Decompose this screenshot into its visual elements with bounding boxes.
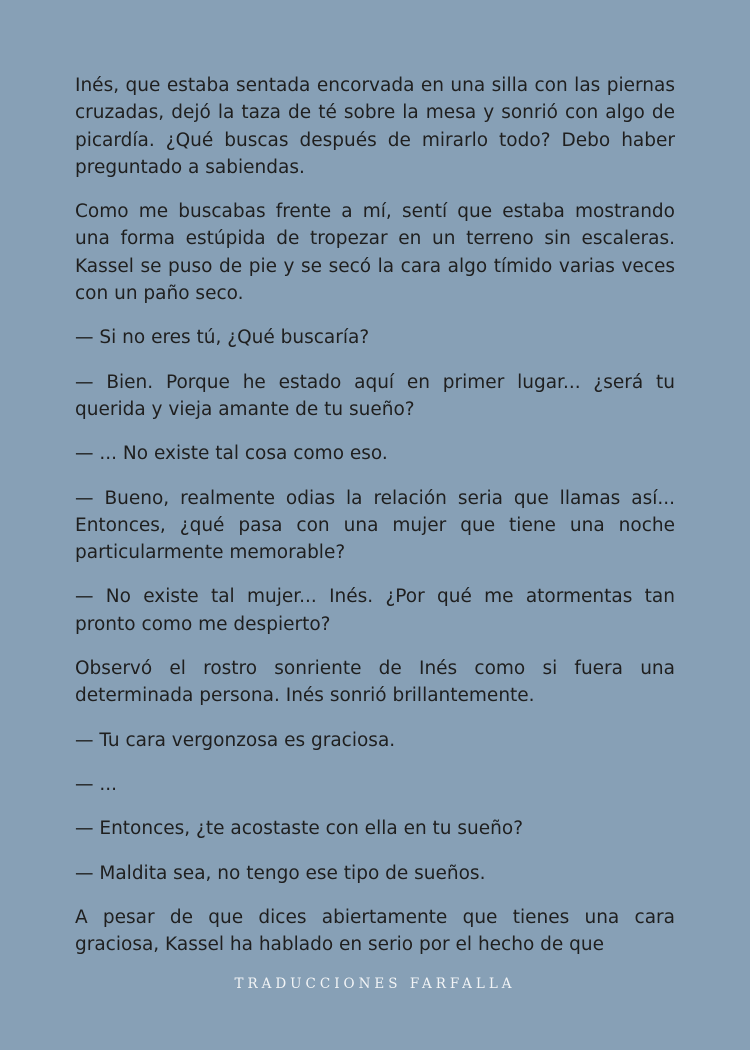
page-footer: TRADUCCIONES FARFALLA <box>234 976 516 992</box>
dialogue-line: — No existe tal mujer... Inés. ¿Por qué me atormentas tan pronto como me despierto? <box>75 586 675 635</box>
dialogue-line: — ... No existe tal cosa como eso. <box>75 443 388 465</box>
dialogue-line: — Bien. Porque he estado aquí en primer lugar... ¿será tu querida y vieja amante de tu sueño? <box>75 371 675 420</box>
paragraph: A pesar de que dices abiertamente que tienes una cara graciosa, Kassel ha hablado en serio por el hecho de que <box>75 906 675 956</box>
dialogue-line: — Bueno, realmente odias la relación seria que llamas así... Entonces, ¿qué pasa con una mujer que tiene una noche particularmente memorable? <box>75 487 675 564</box>
paragraph: Inés, que estaba sentada encorvada en una silla con las piernas cruzadas, dejó la taza de té sobre la mesa y sonrió con algo de picardía. ¿Qué buscas después de mirarlo todo? Debo haber preguntado a sabiendas. <box>75 75 675 178</box>
paragraph: Observó el rostro sonriente de Inés como si fuera una determinada persona. Inés sonrió brillantemente. <box>75 658 675 707</box>
page-body <box>75 72 675 975</box>
dialogue-line: — Tu cara vergonzosa es graciosa. <box>75 729 396 751</box>
paragraph: Como me buscabas frente a mí, sentí que estaba mostrando una forma estúpida de tropezar en un terreno sin escaleras. Kassel se puso de pie y se secó la cara algo tímido varias veces con un paño seco. <box>75 201 675 305</box>
dialogue-line: — ... <box>75 773 118 795</box>
dialogue-line: — Entonces, ¿te acostaste con ella en tu sueño? <box>75 818 524 840</box>
dialogue-line: — Maldita sea, no tengo ese tipo de sueños. <box>75 862 486 884</box>
dialogue-line: — Si no eres tú, ¿Qué buscaría? <box>75 327 370 349</box>
